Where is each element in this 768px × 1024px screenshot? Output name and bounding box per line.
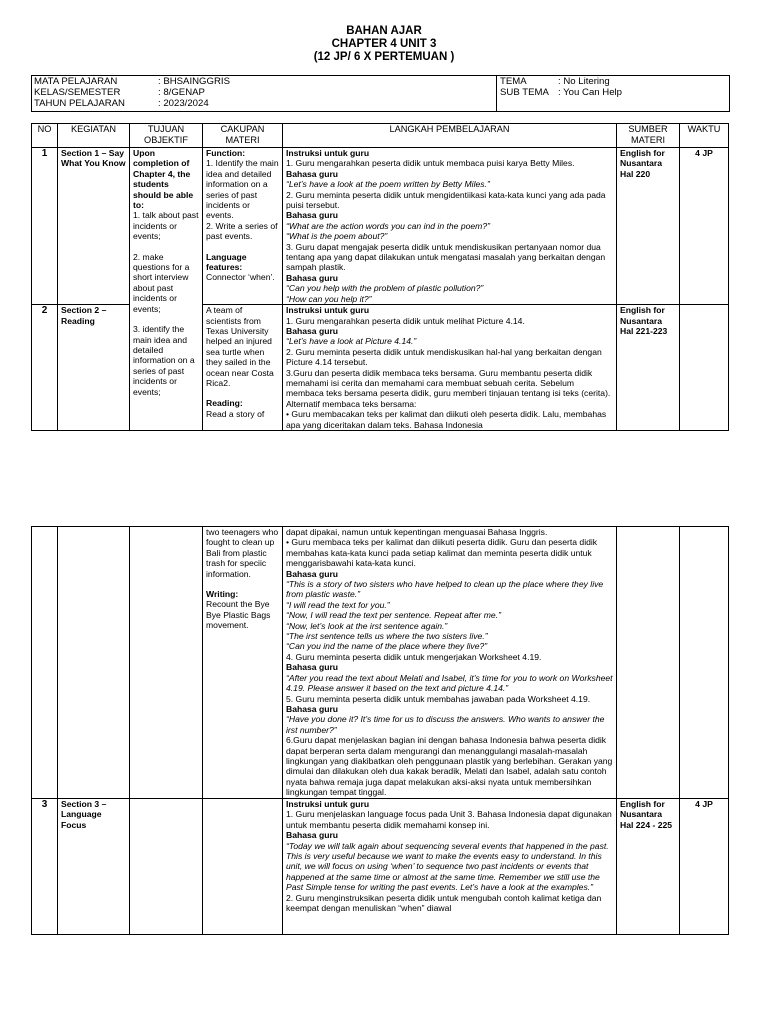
row3-waktu: 4 JP	[680, 799, 729, 935]
col-kegiatan: KEGIATAN	[58, 124, 130, 148]
step-line: “Can you ind the name of the place where they live?”	[286, 641, 488, 652]
tema-label: TEMA	[500, 76, 527, 87]
table-row	[32, 527, 729, 799]
step-line: dapat dipakai, namun untuk kepentingan menguasai Bahasa Inggris.	[286, 527, 548, 537]
tahun-label: TAHUN PELAJARAN	[34, 98, 125, 109]
row1-tujuan	[130, 148, 203, 431]
step-line: “Have you done it? It’s time for us to discuss the answers. Who wants to answer the irst number?”	[286, 714, 605, 735]
step-line: Bahasa guru	[286, 830, 339, 841]
row3-kegiatan: Section 3 – Language Focus	[58, 799, 130, 935]
table-row	[32, 148, 729, 305]
step-line: Instruksi untuk guru	[286, 305, 370, 316]
step-line: “Let’s have a look at the poem written by Betty Miles.”	[286, 179, 490, 190]
row2-no: 2	[32, 305, 58, 431]
lesson-table-2	[31, 526, 729, 935]
tema-value: : No Litering	[558, 76, 610, 87]
doc-title-3: (12 JP/ 6 X PERTEMUAN )	[313, 51, 455, 63]
step-line: Instruksi untuk guru	[286, 799, 370, 809]
mapel-label: MATA PELAJARAN	[34, 76, 118, 87]
kelas-label: KELAS/SEMESTER	[34, 87, 121, 98]
step-line: • Guru membacakan teks per kalimat dan diikuti oleh peserta didik. Lalu, membahas apa yang diceritakan dalam teks. Bahasa Indonesia	[286, 409, 607, 430]
cakupan-teenagers: two teenagers who fought to clean up Bali from plastic trash for speciic information.	[206, 527, 279, 579]
row2-cakupan	[203, 305, 283, 431]
mapel-value: : BHSAINGGRIS	[158, 76, 230, 87]
cakupan-connector: Connector ‘when’.	[206, 272, 275, 283]
step-line: “After you read the text about Melati and Isabel, it’s time for you to work on Worksheet 4.19. Please answer it based on the text and picture 4.14.”	[286, 672, 613, 694]
kelas-value: : 8/GENAP	[158, 87, 205, 98]
subtema-label: SUB TEMA	[500, 87, 549, 98]
doc-title-1: BAHAN AJAR	[346, 25, 422, 37]
cakupan-function-1: 1. Identify the main idea and detailed information on a series of past incidents or events.	[206, 158, 279, 221]
cakupan-function-2: 2. Write a series of past events.	[206, 220, 278, 242]
step-line: 2. Guru menginstruksikan peserta didik untuk mengubah contoh kalimat ketiga dan keempat dengan menuliskan “when” diawal	[286, 892, 602, 914]
lesson-table-1	[31, 123, 729, 431]
step-line: “The irst sentence tells us where the two sisters live.”	[286, 631, 488, 642]
row2b-langkah	[283, 527, 617, 799]
row1-sumber: English for Nusantara Hal 220	[617, 148, 680, 305]
step-line: “Now, I will read the text per sentence. Repeat after me.”	[286, 610, 501, 621]
page-1	[0, 0, 768, 440]
cakupan-writing-recount: Recount the Bye Bye Plastic Bags movement.	[206, 599, 271, 631]
row2-sumber: English for Nusantara Hal 221-223	[617, 305, 680, 431]
cakupan-reading-text: A team of scientists from Texas University helped an injured sea turtle when they sailed in the ocean near Costa Rica2.	[206, 305, 274, 388]
step-line: “Now, let’s look at the irst sentence again.”	[286, 620, 448, 631]
step-line: “I will read the text for you.”	[286, 599, 390, 610]
tujuan-1: 1. talk about past incidents or events;	[133, 210, 199, 242]
row1-langkah	[283, 148, 617, 305]
step-line: Bahasa guru	[286, 568, 339, 579]
row2b-cakupan	[203, 527, 283, 799]
step-line: 2. Guru meminta peserta didik untuk mengidentiikasi kata-kata kunci yang ada pada puisi tersebut.	[286, 189, 606, 211]
cakupan-reading-story: Read a story of	[206, 408, 265, 419]
col-no: NO	[32, 124, 58, 148]
step-line: “How can you help it?”	[286, 293, 372, 304]
step-line: 5. Guru meminta peserta didik untuk membahas jawaban pada Worksheet 4.19.	[286, 693, 591, 704]
step-line: Bahasa guru	[286, 662, 339, 673]
row3-langkah	[283, 799, 617, 935]
table-row	[32, 799, 729, 935]
step-line: 2. Guru meminta peserta didik untuk mendiskusikan hal-hal yang berkaitan dengan Picture 4.14 tersebut.	[286, 346, 602, 368]
step-line: 1. Guru mengarahkan peserta didik untuk melihat Picture 4.14.	[286, 315, 525, 326]
step-line: 6.Guru dapat menjelaskan bagian ini dengan bahasa Indonesia bahwa peserta didik dapat berperan serta dalam mengurangi dan menanggulangi masalah-masalah lingkungan yang diakibatkan oleh penggunaan plastik yang berlebihan. Gerakan yang dimulai dan dilakukan oleh dua kakak beradik, Melati dan Isabel, adalah satu contoh nyata bahwa remaja juga dapat melakukan aksi-aksi nyata untuk membersihkan lingkungan tempat tinggal.	[286, 735, 613, 798]
step-line: Bahasa guru	[286, 210, 339, 221]
step-line: “Can you help with the problem of plastic pollution?”	[286, 283, 484, 294]
row2-langkah	[283, 305, 617, 431]
col-tujuan: TUJUAN OBJEKTIF	[130, 124, 203, 148]
step-line: “What are the action words you can ind in the poem?”	[286, 220, 490, 231]
row1-no: 1	[32, 148, 58, 305]
info-box	[31, 75, 730, 112]
step-line: 1. Guru mengarahkan peserta didik untuk membaca puisi karya Betty Miles.	[286, 158, 575, 169]
row1-kegiatan: Section 1 – Say What You Know	[58, 148, 130, 305]
col-cakupan: CAKUPAN MATERI	[203, 124, 283, 148]
step-line: 1. Guru menjelaskan language focus pada Unit 3. Bahasa Indonesia dapat digunakan untuk membantu peserta didik memahami konsep ini.	[286, 809, 612, 830]
step-line: “What is the poem about?”	[286, 231, 388, 242]
row1-waktu: 4 JP	[680, 148, 729, 305]
cakupan-writing-heading: Writing:	[206, 589, 239, 600]
doc-title-2: CHAPTER 4 UNIT 3	[331, 38, 437, 50]
step-line: Bahasa guru	[286, 325, 339, 336]
subtema-value: : You Can Help	[558, 87, 623, 98]
col-waktu: WAKTU	[680, 124, 729, 148]
step-line: 4. Guru meminta peserta didik untuk mengerjakan Worksheet 4.19.	[286, 651, 542, 662]
step-line: “This is a story of two sisters who have helped to clean up the place where they live from plastic waste.”	[286, 579, 604, 600]
tujuan-2: 2. make questions for a short interview about past incidents or events;	[133, 251, 190, 314]
col-sumber: SUMBER MATERI	[617, 124, 680, 148]
step-line: Bahasa guru	[286, 168, 339, 179]
row2-kegiatan: Section 2 – Reading	[58, 305, 130, 431]
col-langkah: LANGKAH PEMBELAJARAN	[283, 124, 617, 148]
step-line: “Let’s have a look at Picture 4.14.”	[286, 336, 417, 347]
cakupan-language-heading: Language features:	[206, 251, 247, 273]
tujuan-intro: Upon completion of Chapter 4, the students should be able to:	[133, 148, 194, 211]
tujuan-3: 3. identify the main idea and detailed information on a series of past incidents or events;	[133, 324, 195, 397]
step-line: 3.Guru dan peserta didik membaca teks bersama. Guru membantu peserta didik memahami isi cerita dan memahami cara membuat sebuah cerita. Sebelum membaca teks bersama peserta didik, guru memberi tinjauan tentang isi teks (cerita). Alternatif membaca teks bersama:	[286, 367, 611, 409]
step-line: Instruksi untuk guru	[286, 148, 370, 158]
tahun-value: : 2023/2024	[158, 98, 209, 109]
row3-no: 3	[32, 799, 58, 935]
row1-cakupan	[203, 148, 283, 305]
step-line: Bahasa guru	[286, 272, 339, 283]
row3-sumber: English for Nusantara Hal 224 - 225	[617, 799, 680, 935]
step-line: “Today we will talk again about sequencing several events that happened in the past. This is very useful because we want to make the events easy to understand. In this unit, we will focus on using ‘when’ to sequence two past incidents or events that happened at the same time or almost at the same time. Remember we still use the Past Simple tense for writing the past events. Let’s have a look at the examples.”	[286, 840, 609, 893]
page-2	[0, 520, 768, 1024]
step-line: • Guru membaca teks per kalimat dan diikuti peserta didik. Guru dan peserta didik membahas kata-kata kunci pada setiap kalimat dan meminta peserta didik untuk menggarisbawahi kata-kata kunci.	[286, 537, 598, 569]
cakupan-reading-heading: Reading:	[206, 398, 243, 409]
step-line: Bahasa guru	[286, 703, 339, 714]
row2-waktu	[680, 305, 729, 431]
step-line: 3. Guru dapat mengajak peserta didik untuk mendiskusikan pertanyaan nomor dua tentang apa yang dapat dilakukan untuk mengatasi masalah yang berkaitan dengan sampah plastik.	[286, 241, 606, 273]
cakupan-function-heading: Function:	[206, 148, 246, 158]
